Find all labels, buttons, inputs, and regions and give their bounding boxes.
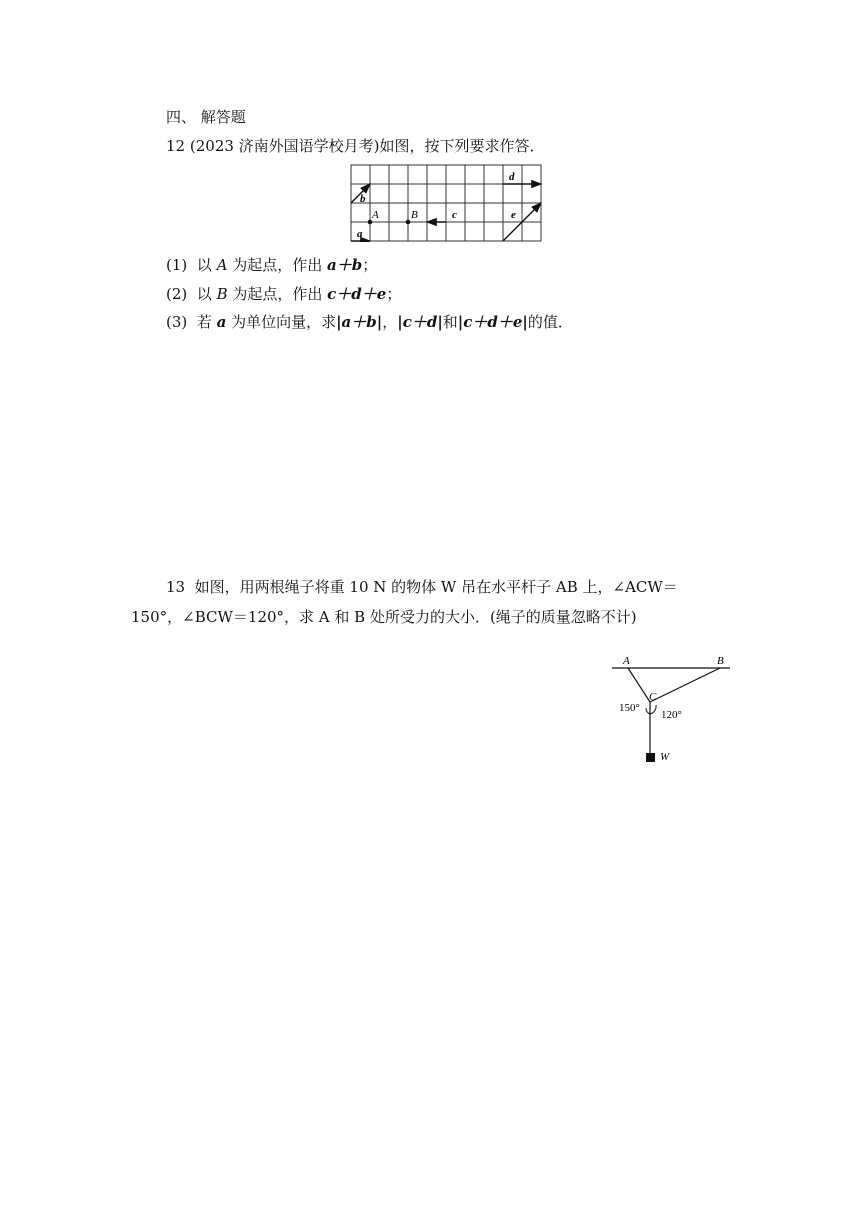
label-B: B xyxy=(411,209,418,221)
rope-BC xyxy=(650,668,720,702)
question-12-number: 12 xyxy=(166,137,186,155)
label-A: A xyxy=(372,209,379,221)
label-angle-120: 120° xyxy=(661,709,682,721)
part-text: 若 xyxy=(196,313,217,331)
angle-arc-120 xyxy=(650,705,656,714)
part-text: 的值． xyxy=(527,313,573,331)
question-12-source: (2023 济南外国语学校月考) xyxy=(189,137,380,155)
vector-expression: a＋b xyxy=(326,256,363,274)
separator: ， xyxy=(382,313,398,331)
vector-expression: |c＋d＋e| xyxy=(457,313,528,331)
label-c: c xyxy=(452,209,457,221)
point-B xyxy=(406,220,411,225)
question-12-part-1 xyxy=(166,254,377,275)
label-C: C xyxy=(649,691,657,703)
section-title: 四、 解答题 xyxy=(166,108,246,126)
vector-expression: |c＋d| xyxy=(397,313,443,331)
vector-expression: |a＋b| xyxy=(336,313,383,331)
question-13-line-2: 150°，∠BCW＝120°，求 A 和 B 处所受力的大小．(绳子的质量忽略不计) xyxy=(131,608,637,626)
label-B: B xyxy=(717,655,724,667)
label-e: e xyxy=(511,209,516,221)
question-12-stem xyxy=(166,135,545,156)
point-label: B xyxy=(216,285,228,303)
question-13-line-1 xyxy=(166,576,678,597)
label-a: a xyxy=(357,228,363,240)
label-A: A xyxy=(623,655,630,667)
label-d: d xyxy=(509,171,515,183)
question-12-part-3 xyxy=(166,311,573,332)
question-12-part-2 xyxy=(166,283,401,304)
part-text: 以 xyxy=(196,256,217,274)
question-13-text: 如图，用两根绳子将重 10 N 的物体 W 吊在水平杆子 AB 上，∠ACW＝ xyxy=(194,578,678,596)
part-number: (2) xyxy=(166,285,188,303)
angle-arc-150 xyxy=(646,708,650,714)
rope-AC xyxy=(628,668,650,702)
question-12-text: 如图，按下列要求作答． xyxy=(379,137,545,155)
vector-label: a xyxy=(216,313,227,331)
part-number: (3) xyxy=(166,313,188,331)
question-13-rope-figure xyxy=(612,652,737,768)
part-text: 为起点，作出 xyxy=(227,285,328,303)
weight-W xyxy=(646,753,655,762)
part-number: (1) xyxy=(166,256,188,274)
part-text: ； xyxy=(386,285,402,303)
label-W: W xyxy=(660,751,670,763)
separator: 和 xyxy=(442,313,458,331)
part-text: 以 xyxy=(196,285,217,303)
part-text: 为起点，作出 xyxy=(227,256,327,274)
vector-expression: c＋d＋e xyxy=(327,285,387,303)
point-label: A xyxy=(216,256,228,274)
part-text: 为单位向量，求 xyxy=(226,313,337,331)
label-angle-150: 150° xyxy=(619,702,640,714)
question-12-vector-grid-figure xyxy=(350,164,545,242)
question-13-number: 13 xyxy=(166,578,186,596)
part-text: ； xyxy=(362,256,378,274)
label-b: b xyxy=(360,193,366,205)
